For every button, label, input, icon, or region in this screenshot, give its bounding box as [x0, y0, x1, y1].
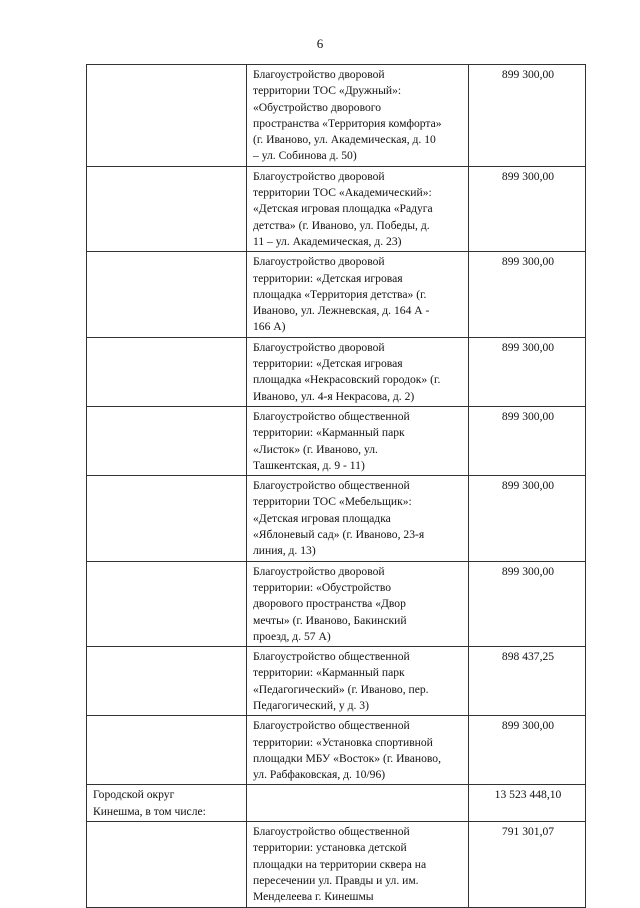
- amount-cell: 899 300,00: [469, 252, 586, 337]
- municipality-cell: [87, 476, 247, 561]
- table-row: [87, 252, 586, 337]
- funding-table-body: [87, 65, 586, 908]
- project-description-line: территории: «Детская игровая: [253, 357, 403, 371]
- project-description-line: (г. Иваново, ул. Академическая, д. 10: [253, 133, 436, 147]
- project-description-line: проезд, д. 57 А): [253, 629, 331, 643]
- project-description-line: Педагогический, у д. 3): [253, 698, 369, 712]
- table-row: [87, 65, 586, 167]
- project-description-line: детства» (г. Иваново, ул. Победы, д.: [253, 218, 430, 232]
- project-description-line: дворового пространства «Двор: [253, 597, 406, 611]
- amount-cell: 899 300,00: [469, 561, 586, 646]
- project-cell: [247, 785, 469, 822]
- project-cell: [247, 406, 469, 475]
- project-description-line: территории: «Детская игровая: [253, 271, 403, 285]
- amount-cell: 791 301,07: [469, 822, 586, 907]
- municipality-cell: [87, 822, 247, 907]
- project-description-line: Благоустройство дворовой: [253, 340, 385, 354]
- municipality-name-line: Кинешма, в том числе:: [93, 804, 206, 818]
- project-description-line: Иваново, ул. Лежневская, д. 164 А -: [253, 304, 430, 318]
- project-description-line: пространства «Территория комфорта»: [253, 116, 442, 130]
- project-description-line: Менделеева г. Кинешмы: [253, 890, 374, 904]
- project-description-line: Благоустройство общественной: [253, 719, 410, 733]
- page-number: 6: [316, 36, 324, 51]
- municipality-cell: [87, 166, 247, 251]
- project-description-line: – ул. Собинова д. 50): [253, 149, 357, 163]
- table-row: [87, 785, 586, 822]
- project-description-line: территории ТОС «Академический»:: [253, 186, 432, 200]
- amount-cell: 899 300,00: [469, 406, 586, 475]
- project-description-line: «Листок» (г. Иваново, ул.: [253, 442, 378, 456]
- amount-cell: 898 437,25: [469, 647, 586, 716]
- table-row: [87, 716, 586, 785]
- project-description-line: Ташкентская, д. 9 - 11): [253, 458, 365, 472]
- project-description-line: площадки на территории сквера на: [253, 857, 427, 871]
- municipality-cell: [87, 65, 247, 167]
- amount-cell: 899 300,00: [469, 166, 586, 251]
- amount-cell: 899 300,00: [469, 476, 586, 561]
- project-description-line: «Яблоневый сад» (г. Иваново, 23-я: [253, 528, 425, 542]
- table-row: [87, 476, 586, 561]
- project-description-line: линия, д. 13): [253, 544, 316, 558]
- project-description-line: 166 А): [253, 320, 286, 334]
- project-description-line: Благоустройство дворовой: [253, 255, 385, 269]
- project-description-line: «Детская игровая площадка: [253, 511, 391, 525]
- municipality-name-line: Городской округ: [93, 788, 175, 802]
- project-description-line: территории: «Карманный парк: [253, 426, 405, 440]
- project-description-line: «Обустройство дворового: [253, 100, 382, 114]
- project-cell: [247, 822, 469, 907]
- project-description-line: территории ТОС «Мебельщик»:: [253, 495, 412, 509]
- project-description-line: территории: установка детской: [253, 841, 407, 855]
- project-description-line: «Педагогический» (г. Иваново, пер.: [253, 682, 429, 696]
- project-cell: [247, 166, 469, 251]
- project-description-line: мечты» (г. Иваново, Бакинский: [253, 613, 407, 627]
- table-row: [87, 406, 586, 475]
- project-description-line: Благоустройство дворовой: [253, 169, 385, 183]
- project-description-line: пересечении ул. Правды и ул. им.: [253, 873, 419, 887]
- amount-cell: 899 300,00: [469, 337, 586, 406]
- table-row: [87, 822, 586, 907]
- table-row: [87, 561, 586, 646]
- table-row: [87, 337, 586, 406]
- municipality-cell: [87, 406, 247, 475]
- project-description-line: площадка «Территория детства» (г.: [253, 287, 427, 301]
- project-description-line: ул. Рабфаковская, д. 10/96): [253, 768, 386, 782]
- amount-cell: 13 523 448,10: [469, 785, 586, 822]
- project-description-line: площадки МБУ «Восток» (г. Иваново,: [253, 751, 441, 765]
- project-description-line: 11 – ул. Академическая, д. 23): [253, 234, 402, 248]
- project-description-line: Благоустройство общественной: [253, 650, 410, 664]
- municipality-cell: [87, 337, 247, 406]
- project-cell: [247, 65, 469, 167]
- amount-cell: 899 300,00: [469, 65, 586, 167]
- project-cell: [247, 647, 469, 716]
- project-cell: [247, 561, 469, 646]
- project-cell: [247, 716, 469, 785]
- project-description-line: Благоустройство общественной: [253, 409, 410, 423]
- project-description-line: территории: «Обустройство: [253, 580, 392, 594]
- project-description-line: территории: «Карманный парк: [253, 666, 405, 680]
- amount-cell: 899 300,00: [469, 716, 586, 785]
- project-cell: [247, 252, 469, 337]
- project-description-line: территории ТОС «Дружный»:: [253, 84, 402, 98]
- municipality-cell: [87, 647, 247, 716]
- project-description-line: территории: «Установка спортивной: [253, 735, 433, 749]
- funding-table: [86, 64, 586, 908]
- project-description-line: Благоустройство дворовой: [253, 68, 385, 81]
- project-description-line: Благоустройство дворовой: [253, 564, 385, 578]
- table-row: [87, 166, 586, 251]
- municipality-cell: [87, 561, 247, 646]
- project-cell: [247, 476, 469, 561]
- project-cell: [247, 337, 469, 406]
- municipality-cell: [87, 716, 247, 785]
- project-description-line: Благоустройство общественной: [253, 825, 410, 839]
- municipality-cell: [87, 252, 247, 337]
- project-description-line: Благоустройство общественной: [253, 479, 410, 493]
- project-description-line: Иваново, ул. 4-я Некрасова, д. 2): [253, 389, 415, 403]
- project-description-line: «Детская игровая площадка «Радуга: [253, 202, 433, 216]
- table-row: [87, 647, 586, 716]
- project-description-line: площадка «Некрасовский городок» (г.: [253, 373, 441, 387]
- municipality-cell: [87, 785, 247, 822]
